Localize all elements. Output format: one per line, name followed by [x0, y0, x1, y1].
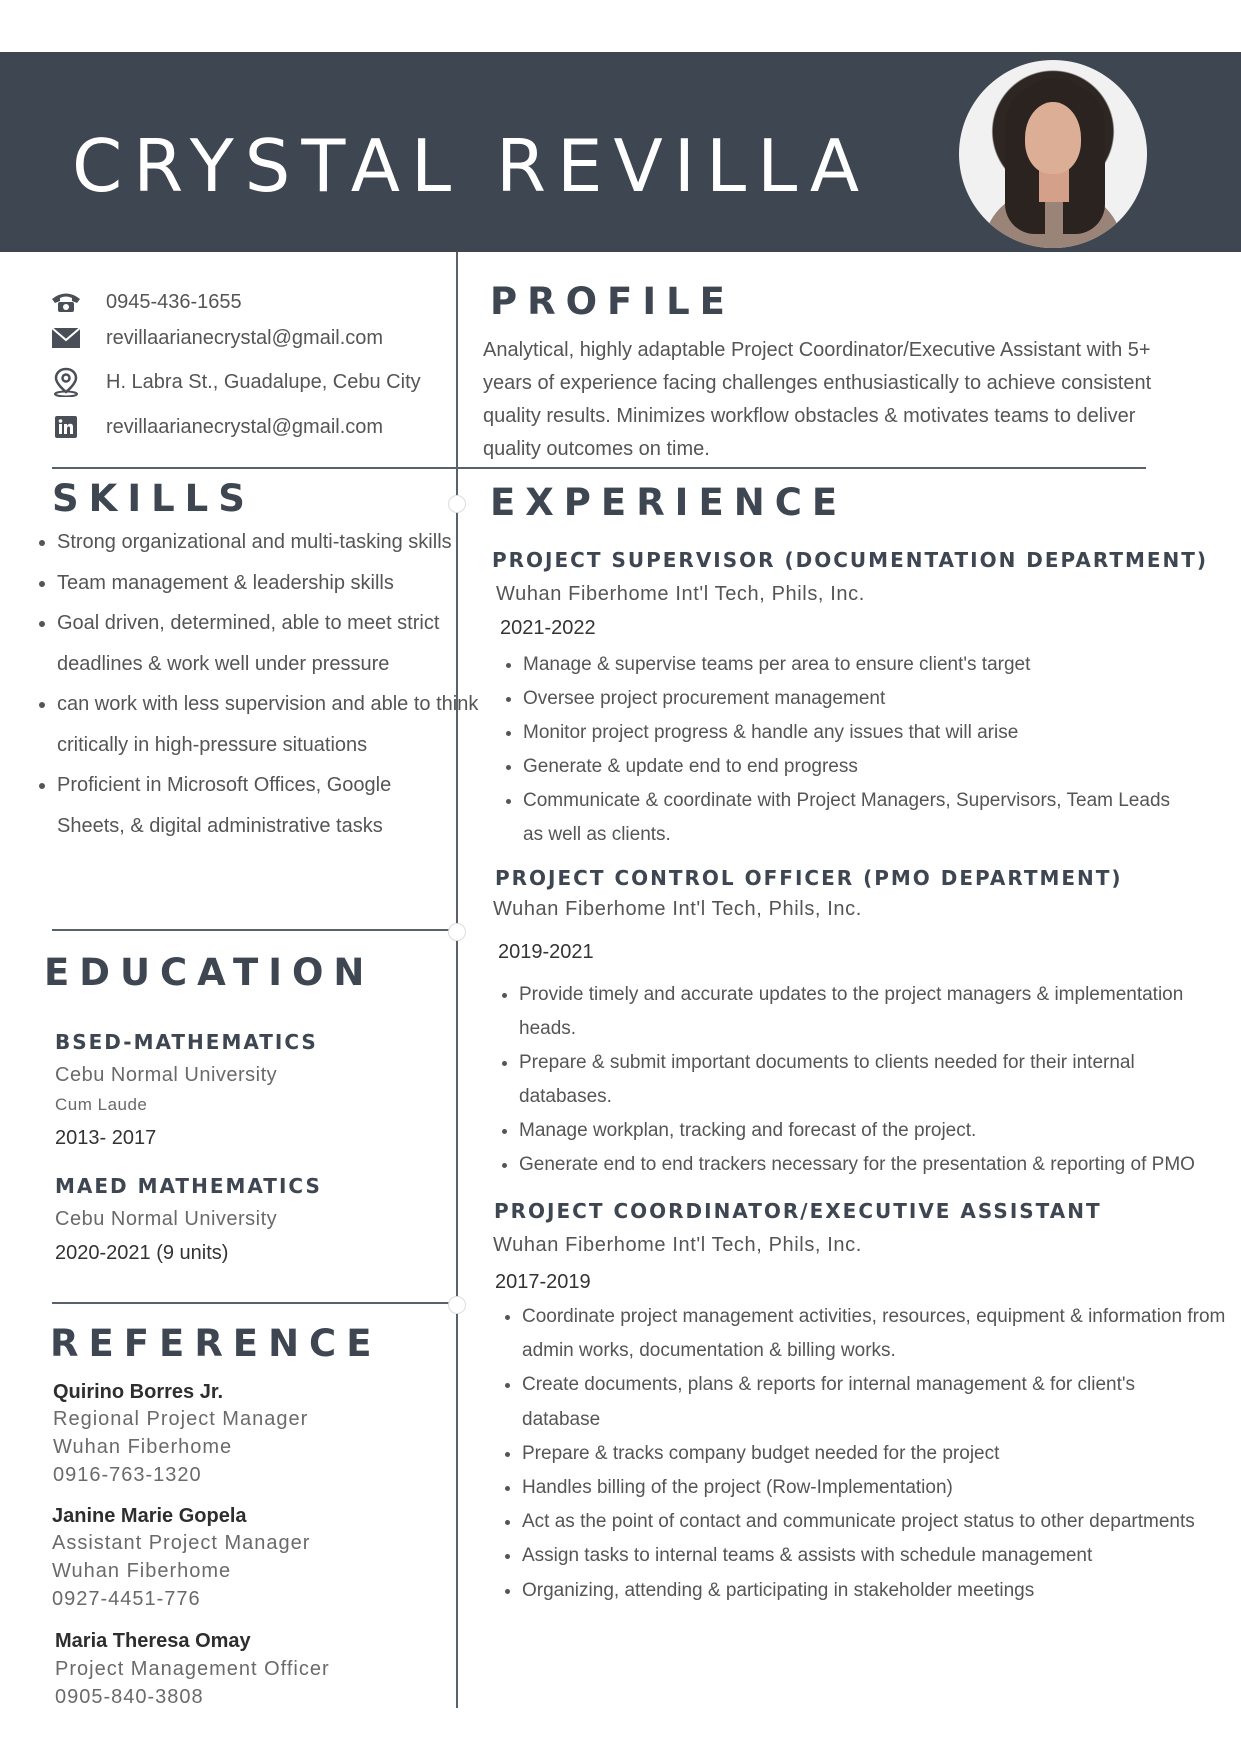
timeline-dot: [448, 495, 466, 513]
list-item: • Strong organizational and multi-tasking skills: [57, 522, 487, 563]
list-item: • Prepare & tracks company budget needed for the project: [522, 1437, 1241, 1471]
list-item: • can work with less supervision and able to think critically in high-pressure situations: [57, 684, 487, 765]
job-duties-list: [494, 978, 1239, 1182]
job-duties-list: [497, 1300, 1241, 1608]
job-title: PROJECT CONTROL OFFICER (PMO DEPARTMENT): [495, 866, 1123, 890]
list-item: • Manage workplan, tracking and forecast of the project.: [519, 1114, 1239, 1148]
list-item: • Communicate & coordinate with Project Managers, Supervisors, Team Leads as well as clients.: [523, 784, 1223, 852]
email-icon: [50, 324, 82, 352]
education-heading: EDUCATION: [44, 951, 375, 994]
skills-list: [28, 522, 487, 846]
reference-name: Quirino Borres Jr.: [53, 1381, 224, 1403]
list-item: • Create documents, plans & reports for internal management & for client's database: [522, 1368, 1241, 1436]
list-item: • Generate end to end trackers necessary for the presentation & reporting of PMO: [519, 1148, 1239, 1182]
list-item: • Team management & leadership skills: [57, 563, 487, 604]
reference-phone: 0905-840-3808: [55, 1686, 204, 1708]
profile-summary: Analytical, highly adaptable Project Coordinator/Executive Assistant with 5+ years of experience facing challenges enthusiastically to achieve consistent quality results. Minimizes workflow obstacles & motivates teams to deliver quality outcomes on time.: [483, 339, 1152, 460]
contact-linkedin: revillaarianecrystal@gmail.com: [50, 413, 383, 441]
profile-heading: PROFILE: [490, 280, 735, 323]
timeline-dot: [448, 1296, 466, 1314]
education-years: 2013- 2017: [55, 1127, 157, 1149]
reference-name: Maria Theresa Omay: [55, 1630, 251, 1652]
divider-profile-experience: [458, 467, 1146, 469]
list-item: • Assign tasks to internal teams & assists with schedule management: [522, 1539, 1241, 1573]
contact-email: revillaarianecrystal@gmail.com: [50, 324, 383, 352]
phone-icon: [50, 288, 82, 316]
education-honor: Cum Laude: [55, 1095, 148, 1114]
location-icon: [50, 368, 82, 396]
reference-role: Regional Project Manager: [53, 1408, 309, 1430]
linkedin-icon: [50, 413, 82, 441]
list-item: • Prepare & submit important documents to clients needed for their internal databases.: [519, 1046, 1239, 1114]
contact-phone: 0945-436-1655: [50, 288, 242, 316]
candidate-name: CRYSTAL REVILLA: [72, 124, 871, 208]
job-years: 2017-2019: [495, 1271, 591, 1293]
job-company: Wuhan Fiberhome Int'l Tech, Phils, Inc.: [493, 898, 862, 920]
reference-heading: REFERENCE: [50, 1322, 382, 1365]
list-item: • Handles billing of the project (Row-Implementation): [522, 1471, 1241, 1505]
reference-company: Wuhan Fiberhome: [52, 1560, 232, 1582]
reference-role: Project Management Officer: [55, 1658, 330, 1680]
job-title: PROJECT SUPERVISOR (DOCUMENTATION DEPARTMENT): [492, 548, 1209, 572]
column-divider: [456, 252, 458, 1708]
reference-role: Assistant Project Manager: [52, 1532, 311, 1554]
education-school: Cebu Normal University: [55, 1064, 278, 1086]
education-degree: MAED MATHEMATICS: [55, 1174, 322, 1198]
job-years: 2021-2022: [500, 617, 596, 639]
list-item: • Manage & supervise teams per area to ensure client's target: [523, 648, 1223, 682]
job-years: 2019-2021: [498, 941, 594, 963]
reference-phone: 0916-763-1320: [53, 1464, 202, 1486]
list-item: • Generate & update end to end progress: [523, 750, 1223, 784]
timeline-dot: [448, 923, 466, 941]
divider-education-reference: [52, 1302, 456, 1304]
profile-photo: [959, 60, 1147, 248]
education-degree: BSED-MATHEMATICS: [55, 1030, 318, 1054]
job-company: Wuhan Fiberhome Int'l Tech, Phils, Inc.: [496, 583, 865, 605]
reference-name: Janine Marie Gopela: [52, 1505, 247, 1527]
education-years: 2020-2021 (9 units): [55, 1242, 229, 1264]
experience-heading: EXPERIENCE: [490, 481, 848, 524]
list-item: • Monitor project progress & handle any issues that will arise: [523, 716, 1223, 750]
list-item: • Act as the point of contact and communicate project status to other departments: [522, 1505, 1241, 1539]
job-duties-list: [498, 648, 1223, 852]
divider-contact-skills: [52, 467, 456, 469]
list-item: • Provide timely and accurate updates to the project managers & implementation heads.: [519, 978, 1239, 1046]
list-item: • Coordinate project management activities, resources, equipment & information from admin works, documentation & billing works.: [522, 1300, 1241, 1368]
job-title: PROJECT COORDINATOR/EXECUTIVE ASSISTANT: [494, 1199, 1102, 1223]
contact-address: H. Labra St., Guadalupe, Cebu City: [50, 368, 421, 396]
list-item: • Goal driven, determined, able to meet strict deadlines & work well under pressure: [57, 603, 487, 684]
reference-phone: 0927-4451-776: [52, 1588, 201, 1610]
job-company: Wuhan Fiberhome Int'l Tech, Phils, Inc.: [493, 1234, 862, 1256]
list-item: • Organizing, attending & participating in stakeholder meetings: [522, 1574, 1241, 1608]
list-item: • Oversee project procurement management: [523, 682, 1223, 716]
reference-company: Wuhan Fiberhome: [53, 1436, 233, 1458]
divider-skills-education: [52, 929, 456, 931]
skills-heading: SKILLS: [52, 477, 255, 520]
list-item: • Proficient in Microsoft Offices, Google Sheets, & digital administrative tasks: [57, 765, 487, 846]
education-school: Cebu Normal University: [55, 1208, 278, 1230]
